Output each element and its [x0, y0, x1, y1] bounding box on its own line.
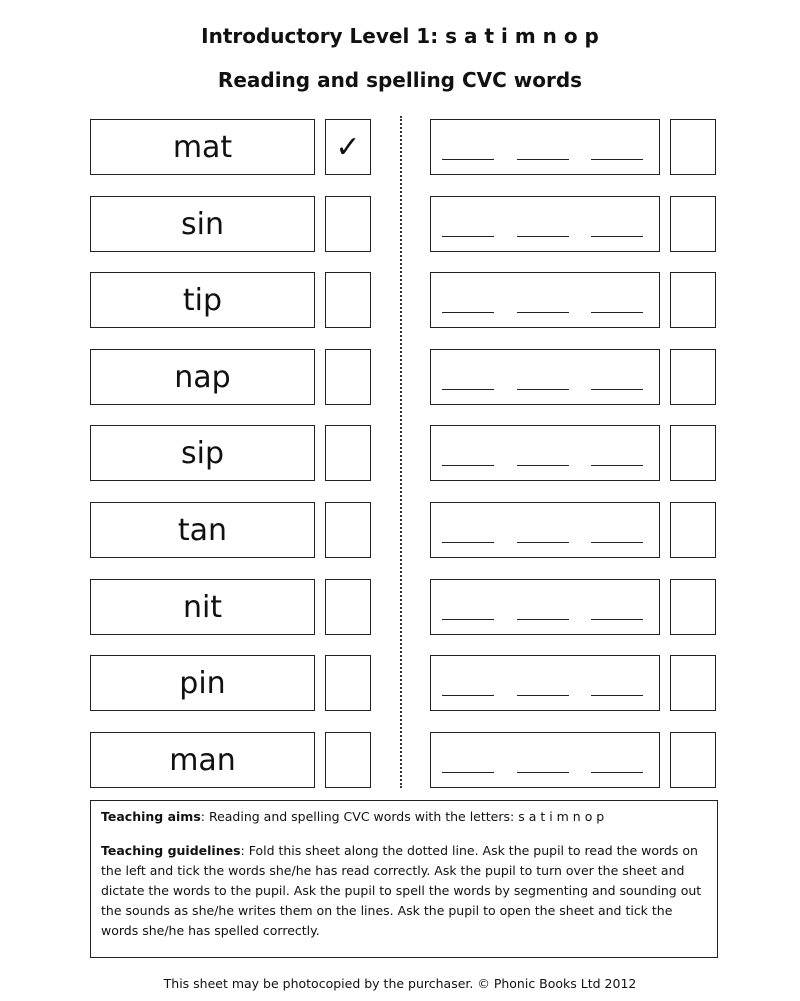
- spell-tick-box[interactable]: [670, 502, 716, 558]
- read-tick-box[interactable]: [325, 425, 371, 481]
- word-card: mat: [90, 119, 315, 175]
- page-title: Introductory Level 1: s a t i m n o p: [201, 24, 599, 48]
- spelling-line: [517, 542, 569, 543]
- read-tick-box[interactable]: [325, 196, 371, 252]
- spelling-box[interactable]: [430, 119, 660, 175]
- teaching-aims-text: : Reading and spelling CVC words with the letters: s a t i m n o p: [200, 809, 605, 824]
- spelling-line: [517, 159, 569, 160]
- spelling-line: [517, 695, 569, 696]
- spelling-line: [517, 465, 569, 466]
- spelling-line: [517, 236, 569, 237]
- spelling-line: [442, 312, 494, 313]
- spelling-line: [442, 389, 494, 390]
- spelling-line: [591, 542, 643, 543]
- read-tick-box[interactable]: [325, 732, 371, 788]
- footer-copyright: This sheet may be photocopied by the purchaser. © Phonic Books Ltd 2012: [163, 976, 637, 991]
- spelling-box[interactable]: [430, 196, 660, 252]
- spelling-box[interactable]: [430, 425, 660, 481]
- teaching-aims: [101, 807, 707, 827]
- spelling-line: [591, 389, 643, 390]
- spelling-line: [591, 465, 643, 466]
- spelling-line: [442, 619, 494, 620]
- teaching-info-box: [90, 800, 718, 958]
- spell-tick-box[interactable]: [670, 655, 716, 711]
- spell-tick-box[interactable]: [670, 579, 716, 635]
- spelling-box[interactable]: [430, 579, 660, 635]
- spelling-box[interactable]: [430, 349, 660, 405]
- read-tick-box[interactable]: [325, 502, 371, 558]
- spelling-line: [442, 236, 494, 237]
- read-tick-box[interactable]: [325, 579, 371, 635]
- spell-tick-box[interactable]: [670, 425, 716, 481]
- spelling-line: [442, 465, 494, 466]
- spelling-line: [517, 772, 569, 773]
- spelling-line: [591, 619, 643, 620]
- page-subtitle: Reading and spelling CVC words: [217, 68, 583, 92]
- spelling-line: [591, 312, 643, 313]
- word-card: sin: [90, 196, 315, 252]
- teaching-guidelines: [101, 841, 707, 941]
- spelling-box[interactable]: [430, 655, 660, 711]
- read-tick-box[interactable]: [325, 655, 371, 711]
- word-card: man: [90, 732, 315, 788]
- spelling-line: [442, 159, 494, 160]
- fold-line: [400, 116, 402, 788]
- spelling-line: [591, 695, 643, 696]
- word-card: sip: [90, 425, 315, 481]
- spell-tick-box[interactable]: [670, 196, 716, 252]
- word-card: pin: [90, 655, 315, 711]
- spelling-line: [517, 389, 569, 390]
- read-tick-box[interactable]: [325, 272, 371, 328]
- spell-tick-box[interactable]: [670, 732, 716, 788]
- teaching-guidelines-text: : Fold this sheet along the dotted line. Ask the pupil to read the words on the left and tick the words she/he has read correctly. Ask the pupil to turn over the sheet and dictate the words to the pupil. Ask the pupil to spell the words by segmenting and sounding out the sounds as she/he writes them on the lines. Ask the pupil to open the sheet and tick the words she/he has spelled correctly.: [101, 843, 702, 938]
- spelling-line: [442, 772, 494, 773]
- spelling-box[interactable]: [430, 732, 660, 788]
- spell-tick-box[interactable]: [670, 349, 716, 405]
- spelling-line: [442, 695, 494, 696]
- spelling-line: [442, 542, 494, 543]
- spell-tick-box[interactable]: [670, 272, 716, 328]
- teaching-guidelines-label: Teaching guidelines: [101, 843, 241, 858]
- spelling-line: [517, 312, 569, 313]
- word-card: nit: [90, 579, 315, 635]
- spelling-line: [591, 772, 643, 773]
- read-tick-box[interactable]: ✓: [325, 119, 371, 175]
- spelling-line: [591, 236, 643, 237]
- spelling-line: [591, 159, 643, 160]
- spelling-line: [517, 619, 569, 620]
- word-card: nap: [90, 349, 315, 405]
- spell-tick-box[interactable]: [670, 119, 716, 175]
- spelling-box[interactable]: [430, 502, 660, 558]
- spelling-box[interactable]: [430, 272, 660, 328]
- teaching-aims-label: Teaching aims: [101, 809, 201, 824]
- read-tick-box[interactable]: [325, 349, 371, 405]
- word-card: tan: [90, 502, 315, 558]
- word-card: tip: [90, 272, 315, 328]
